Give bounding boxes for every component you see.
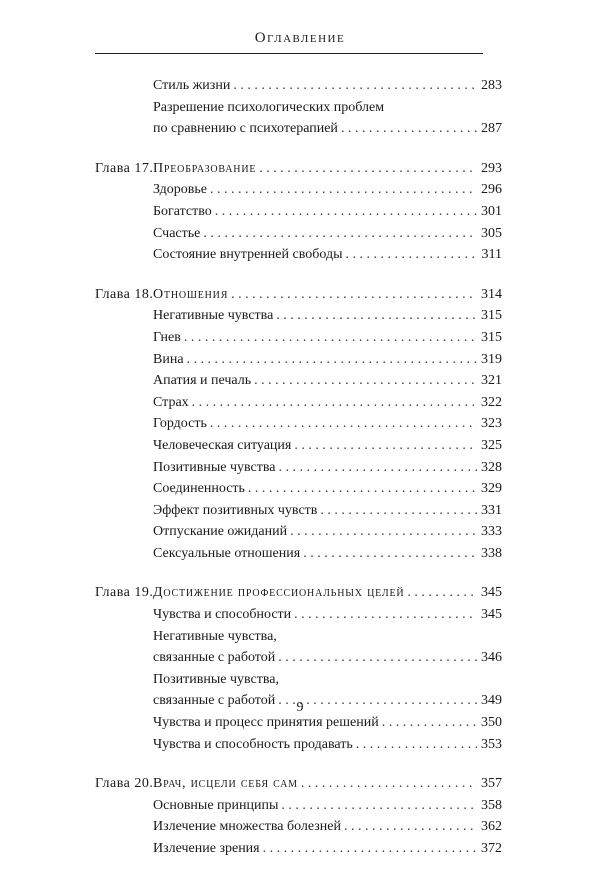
dot-leader — [301, 773, 477, 795]
page-number-ref: 293 — [481, 160, 502, 176]
toc-entry[interactable] — [153, 413, 480, 435]
chapter-row — [0, 284, 600, 306]
toc-row — [0, 521, 600, 543]
dot-leader — [276, 305, 477, 327]
toc-row — [0, 795, 600, 817]
dot-leader — [294, 435, 477, 457]
dot-leader — [192, 392, 477, 414]
toc-entry[interactable] — [153, 457, 480, 479]
toc-row — [0, 223, 600, 245]
chapter-label: Глава 18. — [95, 286, 154, 302]
chapter-row — [0, 158, 600, 180]
toc-row — [0, 179, 600, 201]
toc-row — [0, 201, 600, 223]
dot-leader — [281, 795, 477, 817]
chapter-block — [0, 582, 600, 755]
page-number-ref: 349 — [481, 693, 502, 709]
toc-entry-title: по сравнению с психотерапией — [153, 121, 338, 137]
dot-leader — [279, 457, 477, 479]
toc-entry[interactable] — [153, 349, 480, 371]
toc-row — [0, 669, 600, 691]
chapter-title-entry[interactable] — [153, 773, 480, 795]
toc-entry-title: Стиль жизни — [153, 78, 231, 93]
toc-entry-title: Эффект позитивных чувств — [153, 502, 318, 518]
toc-row — [0, 413, 600, 435]
toc-row — [0, 305, 600, 327]
chapter-block — [0, 158, 600, 266]
toc-entry[interactable] — [153, 734, 480, 756]
dot-leader — [263, 838, 477, 860]
chapter-title: Достижение профессиональных целей — [153, 585, 405, 601]
dot-leader — [248, 478, 477, 500]
toc-entry[interactable] — [153, 478, 480, 500]
toc-row — [0, 349, 600, 371]
toc-entry[interactable] — [153, 816, 480, 838]
toc-entry-title: Вина — [153, 351, 184, 367]
toc-entry-title: Излечение множества болезней — [153, 819, 342, 835]
header-rule — [95, 53, 483, 54]
chapter-title: Отношения — [153, 286, 229, 302]
page-number-ref: 325 — [481, 437, 502, 453]
page-number-ref: 311 — [481, 247, 502, 263]
toc-entry-title: Здоровье — [153, 182, 207, 198]
toc-row — [0, 370, 600, 392]
page-number-ref: 350 — [481, 715, 502, 731]
page-number-ref: 353 — [481, 736, 502, 752]
toc-entry[interactable] — [153, 500, 480, 522]
toc-entry[interactable] — [153, 305, 480, 327]
page-number-ref: 322 — [481, 394, 502, 410]
toc-entry-title: Отпускание ожиданий — [153, 524, 288, 540]
page-number-ref: 287 — [481, 121, 502, 137]
page-number-ref: 333 — [481, 524, 502, 540]
toc-entry-title: связанные с работой — [153, 650, 276, 666]
toc-entry[interactable] — [153, 435, 480, 457]
page-number-ref: 323 — [481, 416, 502, 432]
page-number-ref: 362 — [481, 819, 502, 835]
toc-entry[interactable] — [153, 838, 480, 860]
dot-leader — [294, 604, 477, 626]
dot-leader — [345, 244, 477, 266]
dot-leader — [184, 327, 477, 349]
toc-entry-title: Негативные чувства — [153, 308, 274, 324]
page-number: 9 — [296, 700, 304, 715]
chapter-title-entry[interactable] — [153, 158, 480, 180]
toc-row — [0, 647, 600, 669]
dot-leader — [254, 370, 477, 392]
table-of-contents — [0, 75, 600, 878]
toc-entry-title: Чувства и способность продавать — [153, 736, 353, 752]
chapter-title: Преобразование — [153, 160, 257, 176]
toc-entry[interactable] — [153, 543, 480, 565]
toc-row — [0, 500, 600, 522]
dot-leader — [278, 647, 477, 669]
toc-entry[interactable] — [153, 179, 480, 201]
toc-entry-title: Богатство — [153, 203, 212, 219]
toc-entry-title: связанные с работой — [153, 693, 276, 709]
toc-entry-title: Апатия и печаль — [153, 373, 252, 389]
toc-entry-title: Страх — [153, 394, 189, 410]
dot-leader — [210, 413, 477, 435]
toc-row — [0, 392, 600, 414]
chapter-label: Глава 20. — [95, 776, 154, 792]
toc-row — [0, 626, 600, 648]
toc-entry-title: Чувства и способности — [153, 607, 292, 623]
page-number-ref: 305 — [481, 225, 502, 241]
page-header-title: Оглавление — [254, 30, 346, 46]
dot-leader — [231, 284, 477, 306]
chapter-block — [0, 284, 600, 565]
page-number-ref: 345 — [481, 585, 502, 601]
toc-row — [0, 734, 600, 756]
toc-row — [0, 75, 600, 97]
dot-leader — [203, 223, 477, 245]
toc-entry-title: Излечение зрения — [153, 841, 260, 856]
page-number-ref: 345 — [481, 607, 502, 623]
page-number-ref: 346 — [481, 650, 502, 666]
toc-row — [0, 838, 600, 860]
dot-leader — [303, 543, 477, 565]
page-number-ref: 338 — [481, 545, 502, 561]
page-number-ref: 301 — [481, 203, 502, 219]
dot-leader — [356, 734, 477, 756]
toc-entry[interactable] — [153, 392, 480, 414]
toc-entry-line[interactable]: Позитивные чувства, — [153, 671, 280, 687]
chapter-label: Глава 19. — [95, 585, 154, 601]
toc-row — [0, 478, 600, 500]
toc-entry-line[interactable]: Негативные чувства, — [153, 628, 277, 644]
chapter-row — [0, 582, 600, 604]
toc-entry-title: Чувства и процесс принятия решений — [153, 715, 379, 731]
toc-entry-title: Соединенность — [153, 481, 245, 497]
toc-entry-title: Гнев — [153, 329, 181, 345]
page-number-ref: 296 — [481, 182, 502, 198]
toc-row — [0, 816, 600, 838]
toc-entry[interactable] — [153, 201, 480, 223]
toc-entry[interactable] — [153, 118, 480, 140]
page-number-ref: 331 — [481, 502, 502, 518]
dot-leader — [187, 349, 477, 371]
dot-leader — [320, 500, 477, 522]
toc-row — [0, 457, 600, 479]
toc-row — [0, 543, 600, 565]
page-number-ref: 329 — [481, 481, 502, 497]
toc-entry[interactable] — [153, 370, 480, 392]
chapter-row — [0, 773, 600, 795]
dot-leader — [344, 816, 477, 838]
page-number-ref: 357 — [481, 776, 502, 792]
toc-entry[interactable] — [153, 795, 480, 817]
chapter-title: Врач, исцели себя сам — [153, 776, 298, 792]
toc-entry-title: Сексуальные отношения — [153, 545, 301, 561]
dot-leader — [341, 118, 477, 140]
toc-entry-title: Гордость — [153, 416, 207, 432]
page-number-ref: 328 — [481, 459, 502, 475]
dot-leader — [233, 75, 477, 97]
chapter-title-entry[interactable] — [153, 284, 480, 306]
dot-leader — [407, 582, 477, 604]
toc-entry[interactable] — [153, 647, 480, 669]
toc-entry[interactable] — [153, 75, 480, 97]
toc-entry-title: Счастье — [153, 225, 201, 241]
toc-row — [0, 97, 600, 119]
dot-leader — [290, 521, 477, 543]
toc-entry-title: Позитивные чувства — [153, 459, 276, 475]
toc-block-continued — [0, 75, 600, 140]
page-number-ref: 283 — [481, 78, 502, 93]
page-number-ref: 315 — [481, 308, 502, 324]
dot-leader — [215, 201, 477, 223]
dot-leader — [259, 158, 477, 180]
toc-entry[interactable] — [153, 327, 480, 349]
page-number-ref: 314 — [481, 286, 502, 302]
page-number-ref: 372 — [481, 841, 502, 856]
toc-row — [0, 244, 600, 266]
chapter-title-entry[interactable] — [153, 582, 480, 604]
page-number-ref: 315 — [481, 329, 502, 345]
toc-entry[interactable] — [153, 604, 480, 626]
toc-row — [0, 118, 600, 140]
toc-entry[interactable] — [153, 244, 480, 266]
toc-entry-title: Состояние внутренней свободы — [153, 247, 343, 263]
toc-entry-title: Человеческая ситуация — [153, 437, 292, 453]
page-number-ref: 321 — [481, 373, 502, 389]
page-number-ref: 358 — [481, 797, 502, 813]
toc-row — [0, 327, 600, 349]
toc-row — [0, 604, 600, 626]
chapter-block — [0, 773, 600, 859]
toc-entry-line[interactable]: Разрешение психологических проблем — [153, 99, 385, 115]
toc-entry-title: Основные принципы — [153, 797, 279, 813]
toc-entry[interactable] — [153, 521, 480, 543]
chapter-label: Глава 17. — [95, 160, 154, 176]
toc-row — [0, 435, 600, 457]
dot-leader — [210, 179, 477, 201]
page-number-ref: 319 — [481, 351, 502, 367]
toc-entry[interactable] — [153, 223, 480, 245]
